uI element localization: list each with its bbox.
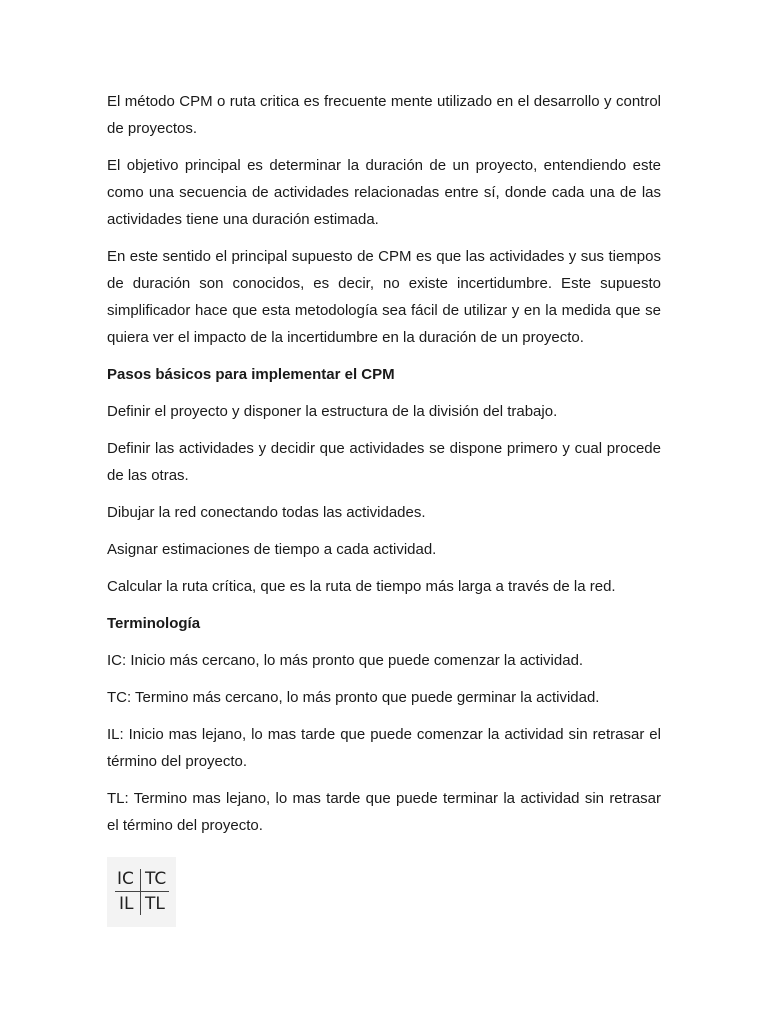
step-2: Definir las actividades y decidir que actividades se dispone primero y cual procede de las otras.	[107, 440, 661, 484]
diagram-tl-label: TL	[145, 894, 165, 914]
step-1: Definir el proyecto y disponer la estructura de la división del trabajo.	[107, 403, 558, 420]
diagram-vertical-divider	[140, 869, 141, 915]
term-il: IL: Inicio mas lejano, lo mas tarde que puede comenzar la actividad sin retrasar el término del proyecto.	[107, 726, 661, 770]
steps-heading: Pasos básicos para implementar el CPM	[107, 366, 395, 383]
assumption-paragraph: En este sentido el principal supuesto de CPM es que las actividades y sus tiempos de duración son conocidos, es decir, no existe incertidumbre. Este supuesto simplificador hace que esta metodología sea fácil de utilizar y en la medida que se quiera ver el impacto de la incertidumbre en la duración de un proyecto.	[107, 248, 661, 346]
term-tc: TC: Termino más cercano, lo más pronto que puede germinar la actividad.	[107, 689, 600, 706]
term-tl: TL: Termino mas lejano, lo mas tarde que puede terminar la actividad sin retrasar el término del proyecto.	[107, 790, 661, 834]
diagram-tc-label: TC	[145, 869, 167, 889]
diagram-ic-label: IC	[117, 869, 134, 889]
diagram-il-label: IL	[119, 894, 134, 914]
step-3: Dibujar la red conectando todas las actividades.	[107, 504, 426, 521]
node-notation-diagram	[107, 857, 176, 927]
terminology-heading: Terminología	[107, 615, 201, 632]
step-5: Calcular la ruta crítica, que es la ruta de tiempo más larga a través de la red.	[107, 578, 616, 595]
intro-paragraph: El método CPM o ruta critica es frecuente mente utilizado en el desarrollo y control de proyectos.	[107, 93, 661, 137]
objective-paragraph: El objetivo principal es determinar la duración de un proyecto, entendiendo este como una secuencia de actividades relacionadas entre sí, donde cada una de las actividades tiene una duración estimada.	[107, 157, 661, 228]
term-ic: IC: Inicio más cercano, lo más pronto que puede comenzar la actividad.	[107, 652, 584, 669]
step-4: Asignar estimaciones de tiempo a cada actividad.	[107, 541, 437, 558]
diagram-horizontal-divider	[115, 891, 169, 892]
document-page	[107, 88, 661, 927]
